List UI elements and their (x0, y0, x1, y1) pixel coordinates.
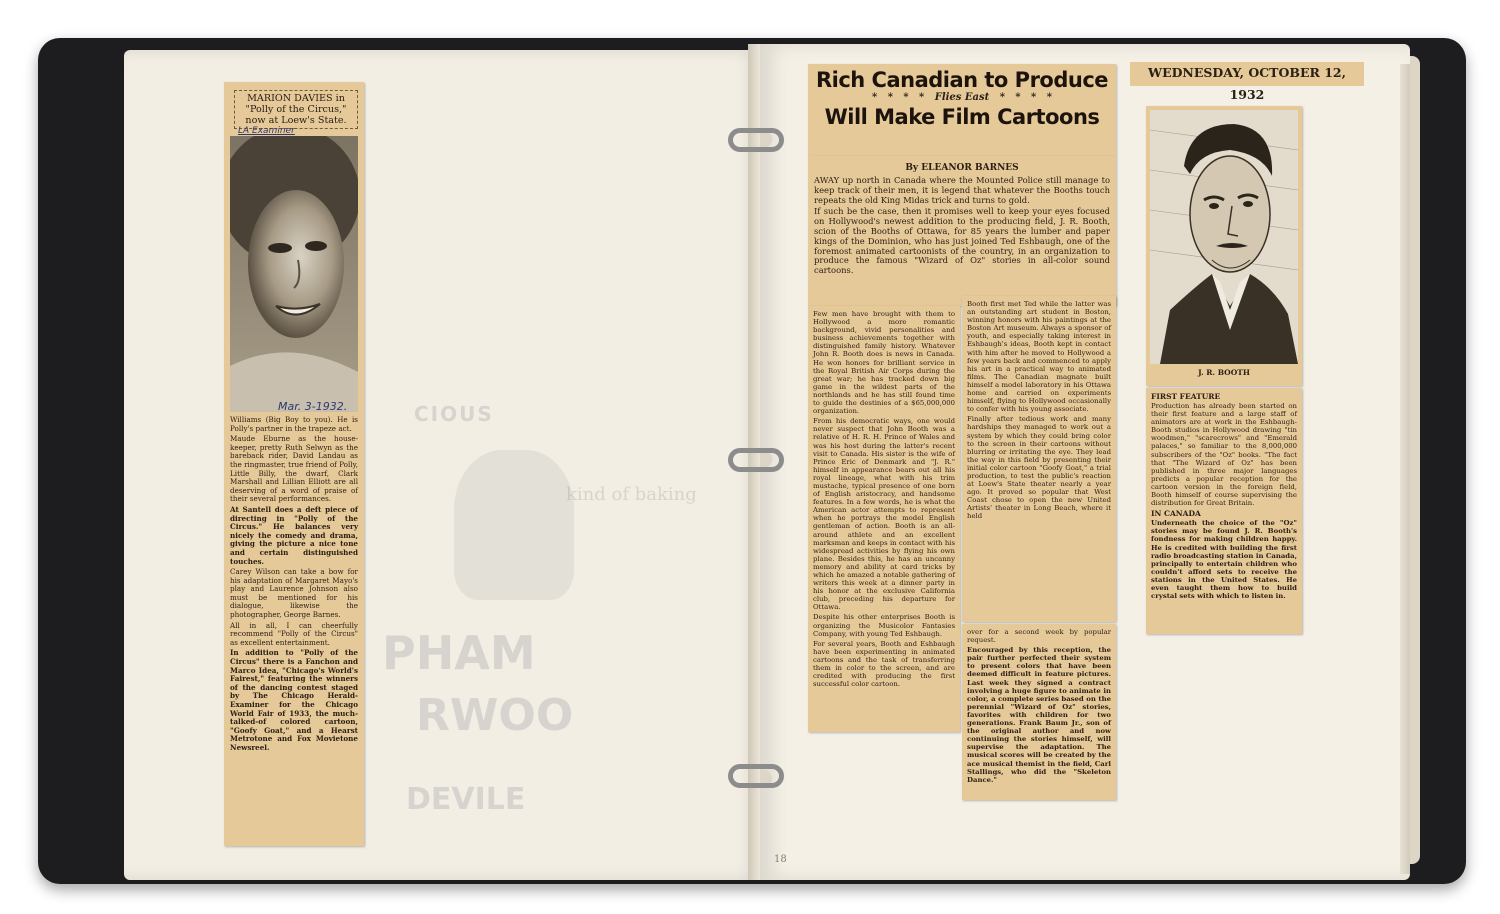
binder-ring (728, 764, 784, 788)
article-lead-clipping (808, 156, 1116, 306)
ghost-text: CIOUS (414, 402, 494, 426)
sidebar-paragraph: Underneath the choice of the "Oz" stories may be found J. R. Booth's fondness for making children happy. He is credited with building the first radio broadcasting station in Canada, principally to entertain children who couldn't afford sets to receive the stations in the United States. He even taught them how to build crystal sets with which to listen in. (1151, 519, 1297, 601)
sidebar-clipping (1146, 388, 1302, 634)
sidebar-paragraph: Production has already been started on their first feature and a large staff of animators are at work in the Eshbaugh-Booth studios in Hollywood drawing "tin woodmen," "scarecrows" and "Emerald palaces," so familiar to the 8,000,000 subscribers of the "Oz" books. "The fact that "The Wizard of Oz" has been published in three major languages predicts a popular reception for the cartoon version in the foreign field, Booth himself of course supervising the distribution for Great Britain. (1151, 402, 1297, 508)
article-column-2-continued (962, 624, 1116, 800)
article-paragraph: Booth first met Ted while the latter was an outstanding art student in Boston, winning honors with his paintings at the Boston Art museum. Always a sponsor of youth, and especially taking interest in Eshbaugh's ideas, Booth kept in contact with him after he moved to Hollywood a few years back and commenced to apply his art in a practical way to animated films. The Canadian magnate built himself a model laboratory in his Ottawa home and carried on experiments himself, flying to Hollywood occasionally to confer with his young associate. (967, 300, 1111, 414)
article-paragraph: Finally after tedious work and many hardships they managed to work out a system by which they could bring color to the screen in their cartoons without blurring or irritating the eye. They lead the way in this field by presenting their initial color cartoon "Goofy Goat," a trial production, to test the public's reaction at Loew's State theater nearly a year ago. It proved so popular that West Coast chose to open the new United Artists' theater in Long Beach, where it held (967, 415, 1111, 521)
handwritten-date-note: Mar. 3-1932. (278, 400, 348, 413)
ghost-dog-silhouette (454, 450, 574, 600)
clipping-caption: MARION DAVIES in "Polly of the Circus," now at Loew's State. (234, 90, 358, 129)
article-paragraph: Despite his other enterprises Booth is organizing the Musicolor Fantasies Company, with young Ted Eshbaugh. (813, 613, 955, 638)
marion-davies-photo (230, 136, 358, 412)
article-column-1 (808, 306, 960, 732)
handwritten-source-note: LA Examiner (238, 126, 295, 136)
dateline-clipping: WEDNESDAY, OCTOBER 12, 1932 (1130, 62, 1364, 86)
clipping-body (230, 416, 358, 755)
left-page (124, 50, 760, 880)
article-lead-paragraph: AWAY up north in Canada where the Mounted Police still manage to keep track of their men, it is legend that whatever the Booths touch repeats the old King Midas trick and turns to gold. (814, 175, 1110, 205)
clipping-paragraph: Maude Eburne as the house-keeper, pretty Ruth Selwyn as the bareback rider, David Landau as the ringmaster, true friend of Polly, Little Billy, the dwarf, Clark Marshall and Lillian Elliott are all deserving of a word of praise of their several performances. (230, 434, 358, 504)
page-edge-tabs (1400, 64, 1410, 874)
portrait-clipping (1146, 106, 1302, 386)
article-paragraph: over for a second week by popular request. (967, 628, 1111, 645)
kicker-stars: * * * * (989, 92, 1052, 103)
article-paragraph: Few men have brought with them to Hollywood a more romantic background, vivid personalities and business achievements together with distinguished family history. Whatever John R. Booth does is news in Canada. He won honors for brilliant service in the Royal British Air Corps during the great war; he has tracked down big game in the wildest parts of the northlands and he has still found time to guide the destinies of a $65,000,000 organization. (813, 310, 955, 416)
binder-ring (728, 448, 784, 472)
page-number: 18 (774, 854, 787, 865)
binder-ring (728, 128, 784, 152)
article-byline: By ELEANOR BARNES (905, 163, 1019, 173)
article-headline-2: Will Make Film Cartoons (824, 105, 1100, 129)
ghost-text: DEVILE (406, 782, 526, 817)
j-r-booth-portrait (1150, 110, 1298, 364)
article-paragraph: For several years, Booth and Eshbaugh have been experimenting in animated cartoons and the task of transferring them in color to the screen, and are credited with producing the first successful color cartoon. (813, 639, 955, 689)
ghost-text: RWOO (416, 690, 574, 741)
article-lead-paragraph: If such be the case, then it promises well to keep your eyes focused on Hollywood's newest addition to the producing field, J. R. Booth, scion of the Booths of Ottawa, for 85 years the lumber and paper kings of the Dominion, who has just joined Ted Eshbaugh, one of the foremost animated cartoonists of the country, in an organization to produce the famous "Wizard of Oz" stories in all-color sound cartoons. (814, 206, 1110, 276)
article-kicker (808, 92, 1116, 104)
article-paragraph: Encouraged by this reception, the pair further perfected their system to present colors that have been deemed difficult in feature pictures. Last week they signed a contract involving a huge figure to animate in color, a complete series based on the perennial "Wizard of Oz" stories, favorites with children for two generations. Frank Baum Jr., son of the original author and now continuing the stories himself, will supervise the adaptation. The musical scores will be created by the ace musical themist in the field, Carl Stallings, who did the "Skeleton Dance." (967, 646, 1111, 784)
right-page (760, 44, 1410, 880)
clipping-paragraph: In addition to "Polly of the Circus" there is a Fanchon and Marco Idea, "Chicago's World's Fairest," featuring the winners of the dancing contest staged by The Chicago Herald-Examiner for the Chicago World Fair of 1933, the much-talked-of colored cartoon, "Goofy Goat," and a Hearst Metrotone and Fox Movietone Newsreel. (230, 648, 358, 752)
sidebar-heading: IN CANADA (1151, 509, 1201, 519)
marion-davies-clipping (224, 82, 364, 846)
ghost-text: PHAM (382, 626, 536, 680)
article-headline-1: Rich Canadian to Produce (815, 68, 1109, 92)
kicker-text: Flies East (934, 92, 990, 103)
portrait-caption: J. R. BOOTH (1198, 368, 1250, 377)
article-column-2 (962, 296, 1116, 622)
clipping-paragraph: At Santell does a deft piece of directing in "Polly of the Circus." He balances very nicely the comedy and drama, giving the picture a nice tone and certain distinguished touches. (230, 504, 358, 566)
ghost-text: kind of baking (566, 484, 697, 505)
article-paragraph: From his democratic ways, one would never suspect that John Booth was a relative of H. R. H. Prince of Wales and was his host during the latter's recent visit to Canada. His sister is the wife of Prince Eric of Denmark and "J. R." himself in appearance bears out all his royal lineage, what with his trim mustache, typical presence of one born of English aristocracy, and handsome features. In a few words, he is what the American actor attempts to represent when he portrays the model English gentleman of action. Booth is an all-around athlete and an excellent marksman and keeps in contact with his widespread activities by flying his own plane. Besides this, he has an uncanny memory and ability at card tricks by which he amazed a notable gathering of writers this week at a dinner party in his honor at the exclusive California club, preceding his departure for Ottawa. (813, 417, 955, 612)
clipping-paragraph: All in all, I can cheerfully recommend "Polly of the Circus" as excellent entertainment. (230, 620, 358, 647)
kicker-stars: * * * * (872, 92, 935, 103)
clipping-paragraph: Williams (Big Boy to you). He is Polly's partner in the trapeze act. (230, 415, 358, 433)
article-headline-clipping (808, 64, 1116, 156)
sidebar-heading: FIRST FEATURE (1151, 392, 1221, 401)
clipping-paragraph: Carey Wilson can take a bow for his adaptation of Margaret Mayo's play and Laurence Johnson also must be mentioned for his dialogue, likewise the photographer, George Barnes. (230, 567, 358, 620)
